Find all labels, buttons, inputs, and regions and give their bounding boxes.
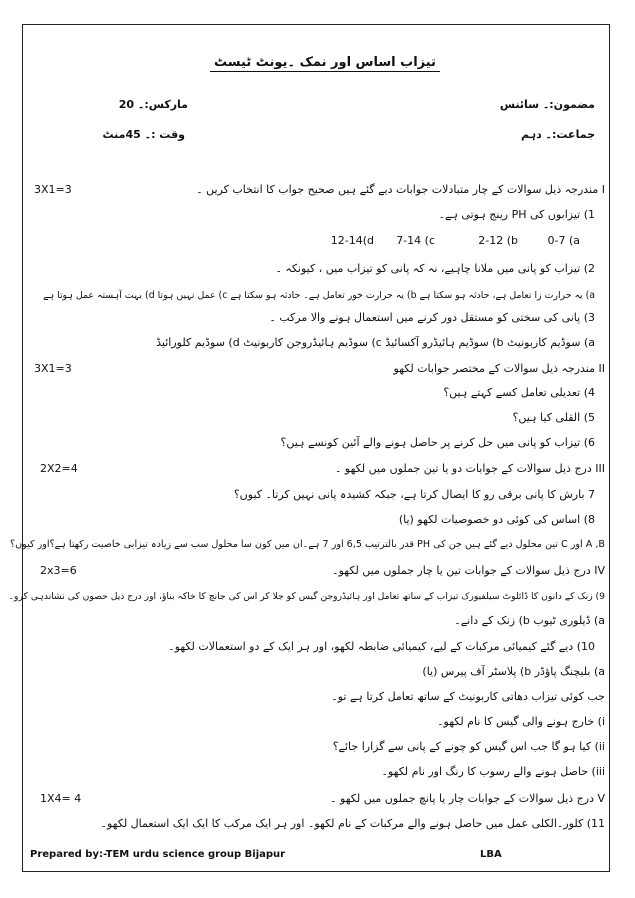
question-10: 10) دیے گئے کیمیائی مرکبات کے لیے، کیمیائی ضابطہ لکھو، اور ہر ایک کے دو استعمالات لکھو۔ bbox=[168, 640, 595, 653]
question-5: 5) القلی کیا ہیں؟ bbox=[512, 411, 595, 424]
marks-label: مارکس:۔ 20 bbox=[118, 98, 188, 111]
time-label: وقت :۔ 45منٹ bbox=[102, 128, 185, 141]
class-label: جماعت:۔ دہم bbox=[521, 128, 595, 141]
question-9-parts: a) ڈیلوری ٹیوب b) زنک کے دانے۔ bbox=[454, 614, 605, 627]
q1-option-a: 0-7 (a bbox=[547, 234, 580, 247]
section5-marks: 1X4= 4 bbox=[40, 792, 82, 805]
question-3-options: a) سوڈیم کاربونیٹ b) سوڈیم ہائیڈرو آکسائیڈ c) سوڈیم ہائیڈروجن کاربونیٹ d) سوڈیم کلورائیڈ bbox=[156, 336, 595, 349]
question-2: 2) تیزاب کو پانی میں ملانا چاہیے، نہ کہ پانی کو تیزاب میں ، کیونکہ ۔ bbox=[275, 262, 595, 275]
question-10-alternative: جب کوئی تیزاب دھاتی کاربونیٹ کے ساتھ تعامل کرتا ہے تو۔ bbox=[331, 690, 605, 703]
q1-option-b: 2-12 (b bbox=[478, 234, 518, 247]
q1-option-d: 12-14(d bbox=[330, 234, 374, 247]
section2-heading: II مندرجہ ذیل سوالات کے مختصر جوابات لکھو bbox=[393, 362, 605, 375]
test-title: تیزاب اساس اور نمک ۔یونٹ ٹیسٹ bbox=[210, 56, 440, 72]
footer-code: LBA bbox=[480, 849, 502, 860]
question-10-iii: iii) حاصل ہونے والے رسوب کا رنگ اور نام لکھو۔ bbox=[381, 765, 605, 778]
question-9: 9) زنک کے دانوں کا ڈائلوٹ سیلفیورک تیزاب کے ساتھ تعامل اور ہائیڈروجن گیس کو جلا کر اس کی جانچ کا خاکہ بناؤ، اور درج ذیل حصوں کی نشاندہی کرو۔ bbox=[8, 591, 605, 602]
q1-option-c: 7-14 (c bbox=[396, 234, 435, 247]
section3-heading: III درج ذیل سوالات کے جوابات دو یا تین جملوں میں لکھو ۔ bbox=[334, 462, 605, 475]
question-7: 7 بارش کا پانی برقی رو کا ایصال کرتا ہے، جبکہ کشیدہ پانی نہیں کرتا۔ کیوں؟ bbox=[233, 488, 595, 501]
question-10-parts: a) بلیچنگ پاؤڈر b) پلاسٹر آف پیرس (یا) bbox=[422, 665, 605, 678]
question-1: 1) تیزابوں کی PH رینج ہوتی ہے۔ bbox=[438, 208, 595, 221]
question-2-options: a) یہ حرارت زا تعامل ہے، حادثہ ہو سکتا ہے b) یہ حرارت خور تعامل ہے۔ حادثہ ہو سکتا ہے c) عمل نہیں ہوتا d) بہت آہستہ عمل ہوتا ہے bbox=[43, 290, 595, 301]
section2-marks: 3X1=3 bbox=[34, 362, 72, 375]
question-6: 6) تیزاب کو پانی میں حل کرنے پر حاصل ہونے والے آئین کونسے ہیں؟ bbox=[280, 436, 595, 449]
section3-marks: 2X2=4 bbox=[40, 462, 78, 475]
question-10-i: i) خارج ہونے والی گیس کا نام لکھو۔ bbox=[437, 715, 605, 728]
question-3: 3) پانی کی سختی کو مستقل دور کرنے میں استعمال ہونے والا مرکب ۔ bbox=[269, 311, 595, 324]
question-11: 11) کلور۔الکلی عمل میں حاصل ہونے والے مرکبات کے نام لکھو۔ اور ہر ایک مرکب کا ایک ایک استعمال لکھو۔ bbox=[100, 817, 605, 830]
section5-heading: V درج ذیل سوالات کے جوابات چار یا پانچ جملوں میں لکھو ۔ bbox=[330, 792, 605, 805]
section4-marks: 2x3=6 bbox=[40, 564, 77, 577]
question-8-alternative: A ,B اور C تین محلول دیے گئے ہیں جن کی PH قدر بالترتیب 6,5 اور 7 ہے۔ان میں کون سا محلول سب سے زیادہ تیزابی خاصیت رکھتا ہے؟اور کیوں؟ bbox=[10, 539, 605, 550]
question-10-ii: ii) کیا ہو گا جب اس گیس کو چونے کے پانی سے گزارا جائے؟ bbox=[332, 740, 605, 753]
subject-label: مضمون:۔ سائنس bbox=[499, 98, 595, 111]
question-8: 8) اساس کی کوئی دو خصوصیات لکھو (یا) bbox=[398, 513, 595, 526]
section4-heading: IV درج ذیل سوالات کے جوابات تین یا چار جملوں میں لکھو۔ bbox=[332, 564, 605, 577]
question-4: 4) تعدیلی تعامل کسے کہتے ہیں؟ bbox=[443, 386, 595, 399]
prepared-by: Prepared by:-TEM urdu science group Bijapur bbox=[30, 849, 286, 860]
section1-marks: 3X1=3 bbox=[34, 183, 72, 196]
section1-heading: I مندرجہ ذیل سوالات کے چار متبادلات جوابات دیے گئے ہیں صحیح جواب کا انتخاب کریں ۔ bbox=[196, 183, 605, 196]
